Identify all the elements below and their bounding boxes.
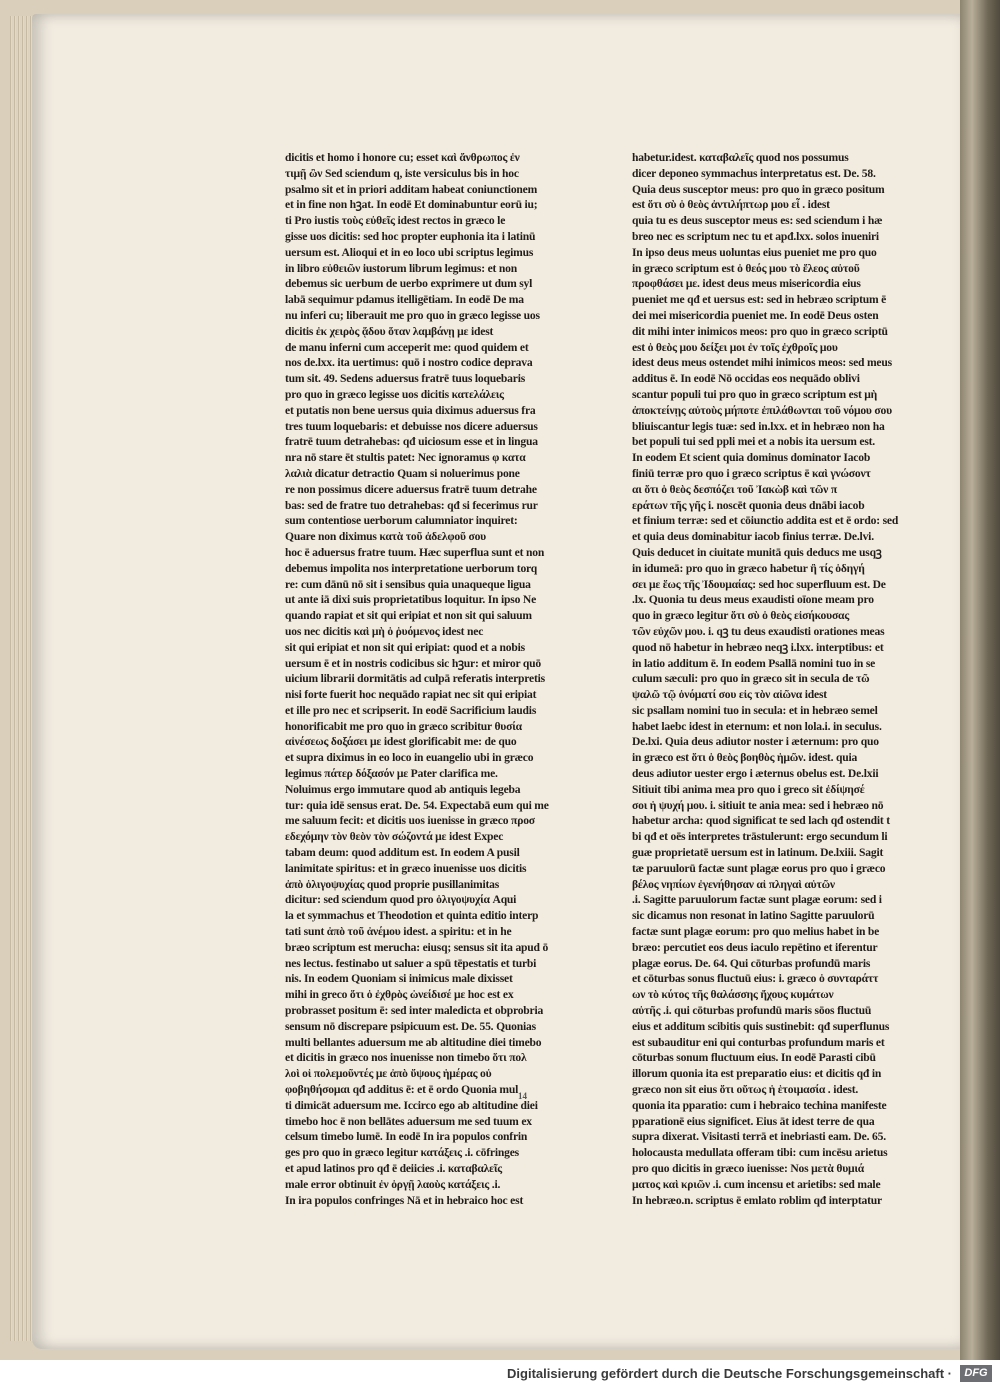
text-line: guæ proprietatē uersum est in latinum. De.lxiii. Sagit bbox=[632, 846, 884, 860]
text-line: nisi forte fuerit hoc nequādo rapiat nec sit qui eripiat bbox=[285, 688, 537, 702]
text-line: ti Pro iustis τοὺς εὐθεῖς idest rectos in græco le bbox=[285, 214, 506, 228]
text-line: pro quo in græco legisse uos dicitis κατελάλεις bbox=[285, 387, 504, 401]
text-line: nis. In eodem Quoniam si inimicus male dixisset bbox=[285, 972, 513, 986]
text-line: λοὶ οἱ πολεμοῦντές με ἀπὸ ὕψους ἡμέρας οὐ bbox=[285, 1067, 492, 1081]
text-line: ματος καὶ κριῶν .i. cum incensu et arietibs: sed male bbox=[632, 1177, 881, 1191]
text-line: εδεχόμην τὸν θεὸν τὸν σώζοντά με idest Expec bbox=[285, 830, 504, 844]
text-line: uicium librarii dormitātis ad culpā referatis interpretis bbox=[285, 672, 545, 686]
text-line: tum sit. 49. Sedens aduersus fratrē tuus loquebaris bbox=[285, 372, 526, 386]
text-line: habet laebc idest in eternum: et non lola.i. in seculus. bbox=[632, 719, 882, 733]
text-line: celsum timebo lumē. In eodē In ira populos confrin bbox=[285, 1130, 528, 1144]
text-line: honorificabit me pro quo in græco scribitur θυσία bbox=[285, 719, 522, 733]
text-line: et finium terræ: sed et cōiunctio addita est et ē ordo: sed bbox=[632, 514, 899, 528]
page-edges bbox=[10, 16, 34, 1341]
text-line: lanimitate spiritus: et in græco inuenisse uos dicitis bbox=[285, 861, 527, 875]
text-line: bliuiscantur legis tuæ: sed in.lxx. et in hebræo non ha bbox=[632, 419, 885, 433]
text-line: εράτων τῆς γῆς i. noscēt quonia deus dnābi iacob bbox=[632, 498, 865, 512]
text-line: mihi in greco ὅτι ὁ ἐχθρὸς ὠνείδισέ με hoc est ex bbox=[285, 988, 514, 1002]
text-line: et dicitis in græco nos inuenisse non timebo ὅτι πολ bbox=[285, 1051, 527, 1065]
text-line: et quia deus dominabitur iacob finius terræ. De.lvi. bbox=[632, 530, 874, 544]
text-line: est subauditur eni qui conturbas profundum maris et bbox=[632, 1035, 885, 1049]
text-line: dicitis ἐκ χειρὸς ᾅδου ὅταν λαμβάνῃ με idest bbox=[285, 324, 494, 338]
text-line: Noluimus ergo immutare quod ab antiquis legeba bbox=[285, 782, 521, 796]
text-line: αὐτῆς .i. qui cōturbas profundū maris sōos fluctuū bbox=[632, 1004, 872, 1018]
text-line: sensum nō discrepare psipicuum est. De. 55. Quonias bbox=[285, 1019, 536, 1033]
text-line: De.lxi. Quia deus adiutor noster i æternum: pro quo bbox=[632, 735, 879, 749]
text-line: et supra diximus in eo loco in euangelio ubi in græco bbox=[285, 751, 534, 765]
text-line: factæ sunt plagæ eorum: pro quo melius habet in be bbox=[632, 925, 880, 939]
text-line: ti dimicāt aduersum me. Iccirco ego ab altitudine diei bbox=[285, 1098, 538, 1112]
right-text-column bbox=[632, 150, 910, 1207]
text-line: uos nec dicitis καὶ μὴ ὁ ῥυόμενος idest nec bbox=[285, 624, 484, 638]
text-line: habetur archa: quod significat te sed lach qđ ostendit t bbox=[632, 814, 890, 828]
text-line: re: cum dānū nō sit i sensibus quia unaqueque ligua bbox=[285, 577, 531, 591]
text-line: tæ paruulorū factæ sunt plagæ eorus pro quo i græco bbox=[632, 861, 886, 875]
text-line: bræo: percutiet eos deus iaculo repētino et iferentur bbox=[632, 940, 878, 954]
text-line: ges pro quo in græco legitur κατάξεις .i. cōfringes bbox=[285, 1146, 519, 1160]
dfg-logo: DFG bbox=[960, 1365, 992, 1382]
text-line: debemus impolita nos interpretatione uerborum torq bbox=[285, 561, 538, 575]
text-line: προφθάσει με. idest deus meus misericordia eius bbox=[632, 277, 861, 291]
text-line: est ὅτι σὺ ὁ θεὸς ἀντιλήπτωρ μου εἶ . idest bbox=[632, 198, 830, 212]
text-line: λαλιὰ dicatur detractio Quam si noluerimus pone bbox=[285, 466, 520, 480]
text-line: dei mei misericordia pueniet me. In eodē Deus osten bbox=[632, 308, 879, 322]
text-line: probrasset positum ē: sed inter maledicta et obprobria bbox=[285, 1004, 544, 1018]
text-line: tur: quia idē sensus erat. De. 54. Expectabā eum qui me bbox=[285, 798, 549, 812]
text-line: additus ē. In eodē Nō occidas eos nequādo oblivi bbox=[632, 372, 860, 386]
text-line: In ipso deus meus uoluntas eius pueniet me pro quo bbox=[632, 245, 877, 259]
text-line: .lx. Quonia tu deus meus exaudisti oīone meam pro bbox=[632, 593, 874, 607]
footer-bar bbox=[0, 1360, 1000, 1388]
text-line: uersum est. Alioqui et in eo loco ubi scriptus legimus bbox=[285, 245, 534, 259]
text-line: eius et additum scibitis quis sustinebit: qđ superflunus bbox=[632, 1019, 890, 1033]
text-line: debemus sic uerbum de uerbo exprimere ut dum syl bbox=[285, 277, 533, 291]
text-line: bet populi tui sed ppli mei et a nobis ita uersum est. bbox=[632, 435, 876, 449]
text-line: psalmo sit et in priori additam habeat coniunctionem bbox=[285, 182, 538, 196]
text-line: ἀπὸ ὀλιγοψυχίας quod proprie pusillanimitas bbox=[285, 877, 500, 891]
text-line: Quis deducet in ciuitate munitā quis deducs me usqꝫ bbox=[632, 545, 882, 559]
text-line: φοβηθήσομαι qđ additus ē: et ē ordo Quonia mul bbox=[285, 1083, 519, 1097]
text-line: ἀποκτείνῃς αὐτοὺς μήποτε ἐπιλάθωνται τοῦ νόμου σου bbox=[632, 403, 892, 417]
text-line: plagæ eorus. De. 64. Qui cōturbas profundū maris bbox=[632, 956, 871, 970]
text-line: de manu inferni cum acceperit me: quod quidem et bbox=[285, 340, 529, 354]
text-line: in græco scriptum est ὁ θεός μου τὸ ἔλεος αὐτοῦ bbox=[632, 261, 860, 275]
text-line: ut ante iā dixi suis proprietatibus loquitur. In ipso Ne bbox=[285, 593, 537, 607]
text-line: timebo hoc ē non bellātes aduersum me sed tuum ex bbox=[285, 1114, 532, 1128]
text-line: fratrē tuum detrahebas: qđ uiciosum esse et in lingua bbox=[285, 435, 538, 449]
text-line: αἰνέσεως δοξάσει με idest glorificabit me: de quo bbox=[285, 735, 517, 749]
text-line: me saluum fecit: et dicitis uos iuenisse in græco προσ bbox=[285, 814, 535, 828]
text-line: et putatis non bene uersus quia diximus aduersus fra bbox=[285, 403, 536, 417]
text-line: In hebræo.n. scriptus ē emlato roblim qđ interptatur bbox=[632, 1193, 882, 1207]
text-line: ψαλῶ τῷ ὀνόματί σου εἰς τὸν αἰῶνα idest bbox=[632, 688, 827, 702]
text-line: Quia deus susceptor meus: pro quo in græco positum bbox=[632, 182, 885, 196]
text-line: holocausta medullata offeram tibi: cum incēsu arietus bbox=[632, 1146, 888, 1160]
text-line: Quare non diximus κατὰ τοῦ ἀδελφοῦ σου bbox=[285, 530, 486, 544]
text-line: quo in græco legitur ὅτι σὺ ὁ θεὸς εἰσήκουσας bbox=[632, 609, 850, 623]
text-line: deus adiutor uester ergo i æternus obelus est. De.lxii bbox=[632, 767, 879, 781]
text-line: αι ὅτι ὁ θεὸς δεσπόζει τοῦ Ἰακὼβ καὶ τῶν π bbox=[632, 482, 837, 496]
text-line: sic dicamus non resonat in latino Sagitte paruulorū bbox=[632, 909, 875, 923]
text-line: .i. Sagitte paruulorum factæ sunt plagæ eorum: sed i bbox=[632, 893, 882, 907]
text-line: cōturbas sonum fluctuum eius. In eodē Parasti cibū bbox=[632, 1051, 876, 1065]
text-line: quando rapiat et sit qui eripiat et non sit qui saluum bbox=[285, 609, 532, 623]
text-line: pueniet me qđ et uersus est: sed in hebræo scriptum ē bbox=[632, 293, 887, 307]
text-line: idest deus meus ostendet mihi inimicos meos: sed meus bbox=[632, 356, 892, 370]
text-line: τιμῇ ὢν Sed sciendum q, iste versiculus bis in hoc bbox=[285, 166, 519, 180]
text-line: quod nō habetur in hebræo neqꝫ i.lxx. interptibus: et bbox=[632, 640, 884, 654]
text-line: nos de.lxx. ita uertimus: quō i nostro codice deprava bbox=[285, 356, 533, 370]
text-line: in libro εὐθειῶν iustorum librum legimus: et non bbox=[285, 261, 518, 275]
text-line: bas: sed de fratre tuo detrahebas: qđ si fecerimus rur bbox=[285, 498, 538, 512]
text-line: græco non sit eius ὅτι οὕτως ἡ ἑτοιμασία . idest. bbox=[632, 1083, 859, 1097]
text-line: quonia ita pparatio: cum i hebraico techina manifeste bbox=[632, 1098, 887, 1112]
text-line: dit mihi inter inimicos meos: pro quo in græco scriptū bbox=[632, 324, 888, 338]
text-line: tati sunt ἀπὸ τοῦ ἀνέμου idest. a spiritu: et in he bbox=[285, 925, 512, 939]
text-line: breo nec es scriptum nec tu et apđ.lxx. solos inueniri bbox=[632, 229, 879, 243]
text-line: la et symmachus et Theodotion et quinta editio interp bbox=[285, 909, 539, 923]
text-line: et in fine non hꝫat. In eodē Et dominabuntur eorū iu; bbox=[285, 198, 538, 212]
text-line: in græco est ὅτι ὁ θεὸς βοηθὸς ἡμῶν. idest. quia bbox=[632, 751, 858, 765]
text-line: bi qđ et oēs interpretes trāstulerunt: ergo secundum li bbox=[632, 830, 888, 844]
book-binding bbox=[960, 0, 1000, 1360]
text-line: dicer deponeo symmachus interpretatus est. De. 58. bbox=[632, 166, 876, 180]
text-line: in latio additum ē. In eodem Psallā nomini tuo in se bbox=[632, 656, 876, 670]
text-line: labā sequimur pdamus itelligētiam. In eodē De ma bbox=[285, 293, 524, 307]
text-line: et ille pro nec et scripserit. In eodē Sacrificium laudis bbox=[285, 703, 537, 717]
footer-credit: Digitalisierung gefördert durch die Deutsche Forschungsgemeinschaft · bbox=[507, 1366, 952, 1381]
text-line: dicitur: sed sciendum quod pro ὀλιγοψυχία Aqui bbox=[285, 893, 517, 907]
text-line: scantur populi tui pro quo in græco scriptum est μὴ bbox=[632, 387, 878, 401]
text-line: σει με ἕως τῆς Ἰδουμαίας: sed hoc superfluum est. De bbox=[632, 577, 886, 591]
text-line: sic psallam nomini tuo in secula: et in hebræo semel bbox=[632, 703, 878, 717]
text-line: finiū terræ pro quo i græco scriptus ē καὶ γνώσοντ bbox=[632, 466, 871, 480]
text-line: uersum ē et in nostris codicibus sic hꝫur: et miror quō bbox=[285, 656, 541, 670]
text-line: et cōturbas sonus fluctuū eius: i. græco ὁ συνταράττ bbox=[632, 972, 879, 986]
text-line: tres tuum loquebaris: et debuisse nos dicere aduersus bbox=[285, 419, 538, 433]
text-line: σοι ἡ ψυχή μου. i. sitiuit te ania mea: sed i hebræo nō bbox=[632, 798, 884, 812]
text-line: Sitiuit tibi anima mea pro quo i greco sit ἐδίψησέ bbox=[632, 782, 865, 796]
text-line: et apud latinos pro qđ ē deiicies .i. καταβαλεῖς bbox=[285, 1162, 502, 1175]
text-line: nu inferi cu; liberauit me pro quo in græco legisse uos bbox=[285, 308, 540, 322]
text-line: tabam deum: quod additum est. In eodem A pusil bbox=[285, 846, 520, 860]
text-line: supra dixerat. Visitasti terrā et inebriasti eam. De. 65. bbox=[632, 1130, 886, 1144]
text-line: sit qui eripiat et non sit qui eripiat: quod et a nobis bbox=[285, 640, 525, 654]
text-line: illorum quonia ita est preparatio eius: et dicitis qđ in bbox=[632, 1067, 882, 1081]
text-line: pparationē eius significet. Eius āt idest terre de qua bbox=[632, 1114, 875, 1128]
text-line: nes lectus. festinabo ut saluer a spū tēpestatis et turbi bbox=[285, 956, 537, 970]
text-line: quia tu es deus susceptor meus es: sed sciendum i hæ bbox=[632, 214, 883, 228]
text-line: male error obtinuit ἐν ὀργῇ λαοὺς κατάξεις .i. bbox=[285, 1177, 501, 1191]
text-line: sum contentiose uerborum calumniator inquiret: bbox=[285, 514, 518, 528]
text-line: ων τὸ κύτος τῆς θαλάσσης ἤχους κυμάτων bbox=[632, 988, 834, 1002]
text-line: βέλος νηπίων ἐγενήθησαν αἱ πληγαὶ αὐτῶν bbox=[632, 877, 835, 891]
text-line: habetur.idest. καταβαλεῖς quod nos possumus bbox=[632, 151, 849, 164]
text-line: in idumeā: pro quo in græco habetur ἢ τίς ὁδηγή bbox=[632, 561, 865, 575]
text-line: gisse uos dicitis: sed hoc propter euphonia ita i latinū bbox=[285, 229, 536, 243]
text-line: In eodem Et scient quia dominus dominator Iacob bbox=[632, 451, 871, 465]
text-line: legimus πάτερ δόξασόν με Pater clarifica me. bbox=[285, 767, 498, 781]
text-line: multi bellantes aduersum me ab altitudine diei timebo bbox=[285, 1035, 542, 1049]
text-line: bræo scriptum est merucha: eiusq; sensus sit ita apud ō bbox=[285, 940, 549, 954]
text-line: hoc ē aduersus fratre tuum. Hæc superflua sunt et non bbox=[285, 545, 545, 559]
text-line: dicitis et homo i honore cu; esset καὶ ἄνθρωπος ἐν bbox=[285, 151, 520, 164]
text-line: pro quo dicitis in græco iuenisse: Nos μετὰ θυμιά bbox=[632, 1162, 865, 1175]
text-line: nra nō stare ēt stultis patet: Nec ignoramus φ κατα bbox=[285, 451, 526, 465]
text-line: re non possimus dicere aduersus fratrē tuum detrahe bbox=[285, 482, 537, 496]
text-line: est ὁ θεὸς μου δείξει μοι ἐν τοῖς ἐχθροῖς μου bbox=[632, 340, 838, 354]
signature-mark: 14 bbox=[518, 1091, 527, 1101]
text-line: In ira populos confringes Nā et in hebraico hoc est bbox=[285, 1193, 524, 1207]
text-line: culum sæculi: pro quo in græco sit in secula de τῶ bbox=[632, 672, 870, 686]
text-line: τῶν εὐχῶν μου. i. qꝫ tu deus exaudisti orationes meas bbox=[632, 624, 885, 638]
